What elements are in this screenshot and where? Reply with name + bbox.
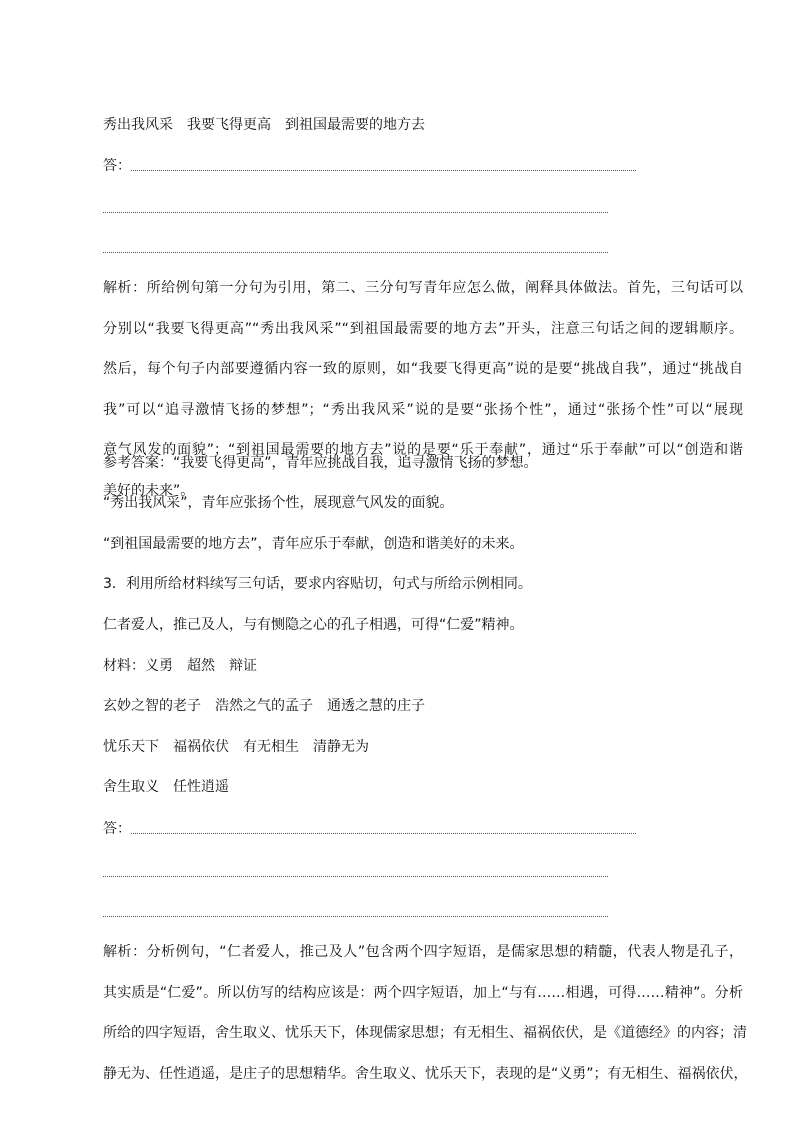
answer-blank[interactable] (131, 170, 636, 171)
analysis-line: 分别以“我要飞得更高”“秀出我风采”“到祖国最需要的地方去”开头，注意三句话之间的逻辑顺序。 (103, 320, 743, 337)
answer-blank[interactable] (103, 916, 608, 917)
analysis-line: 美好的未来”。 (103, 482, 195, 499)
q2-answer-label: 答： (103, 158, 131, 174)
q2-answer-line-3[interactable] (103, 238, 608, 258)
q3-materials-1: 材料：义勇 超然 辩证 (103, 658, 257, 674)
analysis-line: 解析：所给例句第一分句为引用，第二、三分句写青年应怎么做，阐释具体做法。首先，三句话可以 (103, 280, 743, 296)
analysis-line: 所给的四字短语，舍生取义、忧乐天下，体现儒家思想；有无相生、福祸依伏，是《道德经》的内容；清 (103, 1025, 747, 1041)
q3-materials-3: 忧乐天下 福祸依伏 有无相生 清静无为 (103, 739, 369, 755)
answer-blank[interactable] (103, 876, 608, 877)
analysis-line: 然后，每个句子内部要遵循内容一致的原则，如“我要飞得更高”说的是要“挑战自我”，通过“挑战自 (103, 361, 743, 377)
q2-reference-1: 参考答案：“我要飞得更高”，青年应挑战自我，追寻激情飞扬的梦想。 (103, 455, 538, 471)
q2-reference-2: “秀出我风采”，青年应张扬个性，展现意气风发的面貌。 (103, 495, 454, 511)
answer-blank[interactable] (103, 252, 608, 253)
q3-materials-2: 玄妙之智的老子 浩然之气的孟子 通透之慧的庄子 (103, 698, 425, 714)
answer-blank[interactable] (103, 212, 608, 213)
analysis-line: 意气风发的面貌”；“到祖国最需要的地方去”说的是要“乐于奉献”，通过“乐于奉献”可以“创造和谐 (103, 442, 743, 458)
q3-answer-line-3[interactable] (103, 902, 608, 922)
q2-answer-line-1[interactable] (103, 156, 636, 176)
analysis-line: 其实质是“仁爱”。所以仿写的结构应该是：两个四字短语，加上“与有……相遇，可得……精神”。分析 (103, 984, 743, 1001)
analysis-line: 解析：分析例句，“仁者爱人，推己及人”包含两个四字短语，是儒家思想的精髓，代表人物是孔子， (103, 944, 743, 960)
q2-answer-line-2[interactable] (103, 198, 608, 218)
q2-reference-3: “到祖国最需要的地方去”，青年应乐于奉献，创造和谐美好的未来。 (103, 536, 524, 552)
analysis-line: 静无为、任性逍遥，是庄子的思想精华。舍生取义、忧乐天下，表现的是“义勇”；有无相生、福祸依伏， (103, 1065, 748, 1082)
q3-example: 仁者爱人，推己及人，与有恻隐之心的孔子相遇，可得“仁爱”精神。 (103, 617, 524, 633)
answer-blank[interactable] (131, 833, 636, 834)
q3-analysis (103, 932, 748, 1094)
q2-analysis (103, 268, 743, 511)
q3-question: 3．利用所给材料续写三句话，要求内容贴切，句式与所给示例相同。 (103, 576, 532, 592)
q3-answer-line-1[interactable] (103, 819, 636, 839)
q3-answer-line-2[interactable] (103, 862, 608, 882)
q3-answer-label: 答： (103, 821, 131, 837)
q2-materials: 秀出我风采 我要飞得更高 到祖国最需要的地方去 (103, 117, 425, 133)
analysis-line: 我”可以“追寻激情飞扬的梦想”；“秀出我风采”说的是要“张扬个性”，通过“张扬个性”可以“展现 (103, 401, 743, 418)
q3-materials-4: 舍生取义 任性逍遥 (103, 779, 229, 795)
